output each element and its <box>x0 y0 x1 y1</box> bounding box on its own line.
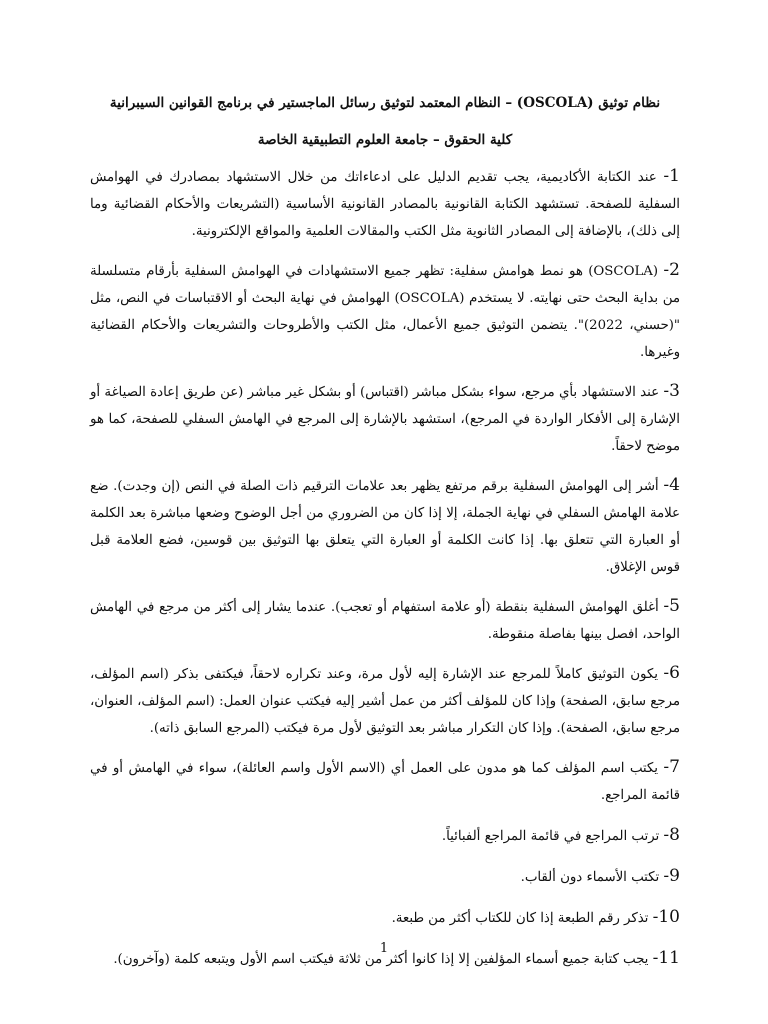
item-text: عند الكتابة الأكاديمية، يجب تقديم الدليل على ادعاءاتك من خلال الاستشهاد بمصادرك في الهوامش السفلية للصفحة. تستشهد الكتابة القانونية بالمصادر القانونية الأساسية (التشريعات والأحكام القضائية وما إلى ذلك)، بالإضافة إلى المصادر الثانوية مثل الكتب والمقالات العلمية والمواقع الإلكترونية. <box>90 170 680 239</box>
item-text: أغلق الهوامش السفلية بنقطة (أو علامة استفهام أو تعجب). عندما يشار إلى أكثر من مرجع في الهامش الواحد، افصل بينها بفاصلة منقوطة. <box>90 600 680 642</box>
item-number: 2- <box>663 260 680 280</box>
list-item <box>90 378 680 460</box>
document-title: نظام توثيق (OSCOLA) – النظام المعتمد لتوثيق رسائل الماجستير في برنامج القوانين السيبرانية <box>109 95 661 111</box>
item-text: عند الاستشهاد بأي مرجع، سواء بشكل مباشر (اقتباس) أو بشكل غير مباشر (عن طريق إعادة الصياغة أو الإشارة إلى الأفكار الواردة في المرجع)، استشهد بالإشارة إلى المرجع في الهامش السفلي للصفحة، كما هو موضح لاحقاً. <box>90 385 680 454</box>
item-number: 10- <box>652 907 680 927</box>
item-text: أشر إلى الهوامش السفلية برقم مرتفع يظهر بعد علامات الترقيم ذات الصلة في النص (إن وجدت). ضع علامة الهامش السفلي في نهاية الجملة، إلا إذا كان من الضروري من أجل الوضوح وضعها مباشرة بعد الكلمة أو العبارة التي تتعلق بها. إذا كانت الكلمة أو العبارة التي يتعلق بها التوثيق بين قوسين، فضع العلامة قبل قوس الإغلاق. <box>90 479 680 575</box>
item-text: يجب كتابة جميع أسماء المؤلفين إلا إذا كانوا أكثر من ثلاثة فيكتب اسم الأول ويتبعه كلمة (وآخرون). <box>113 952 653 967</box>
item-number: 3- <box>663 381 680 401</box>
page-number: 1 <box>379 941 389 956</box>
item-number: 4- <box>663 475 680 495</box>
item-text: تذكر رقم الطبعة إذا كان للكتاب أكثر من طبعة. <box>391 911 653 926</box>
item-number: 8- <box>663 825 680 845</box>
item-number: 1- <box>663 166 680 186</box>
document-subtitle: كلية الحقوق – جامعة العلوم التطبيقية الخاصة <box>257 132 513 148</box>
item-text: (OSCOLA) هو نمط هوامش سفلية: تظهر جميع الاستشهادات في الهوامش السفلية بأرقام متسلسلة من بداية البحث حتى نهايته. لا يستخدم (OSCOLA) الهوامش في نهاية البحث أو الاقتباسات في النص، مثل "(حسني، 2022)". يتضمن التوثيق جميع الأعمال، مثل الكتب والأطروحات والتشريعات والأحكام القضائية وغيرها. <box>90 264 681 360</box>
list-item <box>90 593 680 648</box>
item-text: يكتب اسم المؤلف كما هو مدون على العمل أي (الاسم الأول واسم العائلة)، سواء في الهامش أو في قائمة المراجع. <box>90 761 680 803</box>
item-text: تكتب الأسماء دون ألقاب. <box>520 870 664 885</box>
list-item <box>90 904 680 932</box>
item-number: 6- <box>663 663 680 683</box>
item-text: ترتب المراجع في قائمة المراجع ألفبائياً. <box>441 829 664 844</box>
list-item <box>90 660 680 742</box>
list-item <box>90 257 680 366</box>
item-number: 5- <box>663 596 680 616</box>
list-item <box>90 863 680 891</box>
item-text: يكون التوثيق كاملاً للمرجع عند الإشارة إليه لأول مرة، وعند تكراره لاحقاً، فيكتفى بذكر (اسم المؤلف، مرجع سابق، الصفحة) وإذا كان للمؤلف أكثر من عمل أشير إليه فيكتب عنوان العمل: (اسم المؤلف، العنوان، مرجع سابق، الصفحة). وإذا كان التكرار مباشر بعد التوثيق لأول مرة فيكتب (المرجع السابق ذاته). <box>90 667 680 736</box>
item-number: 7- <box>663 757 680 777</box>
item-number: 9- <box>663 866 680 886</box>
list-item <box>90 472 680 581</box>
list-item <box>90 163 680 245</box>
list-item <box>90 754 680 809</box>
item-number: 11- <box>652 948 680 968</box>
numbered-list <box>90 163 680 973</box>
list-item <box>90 822 680 850</box>
